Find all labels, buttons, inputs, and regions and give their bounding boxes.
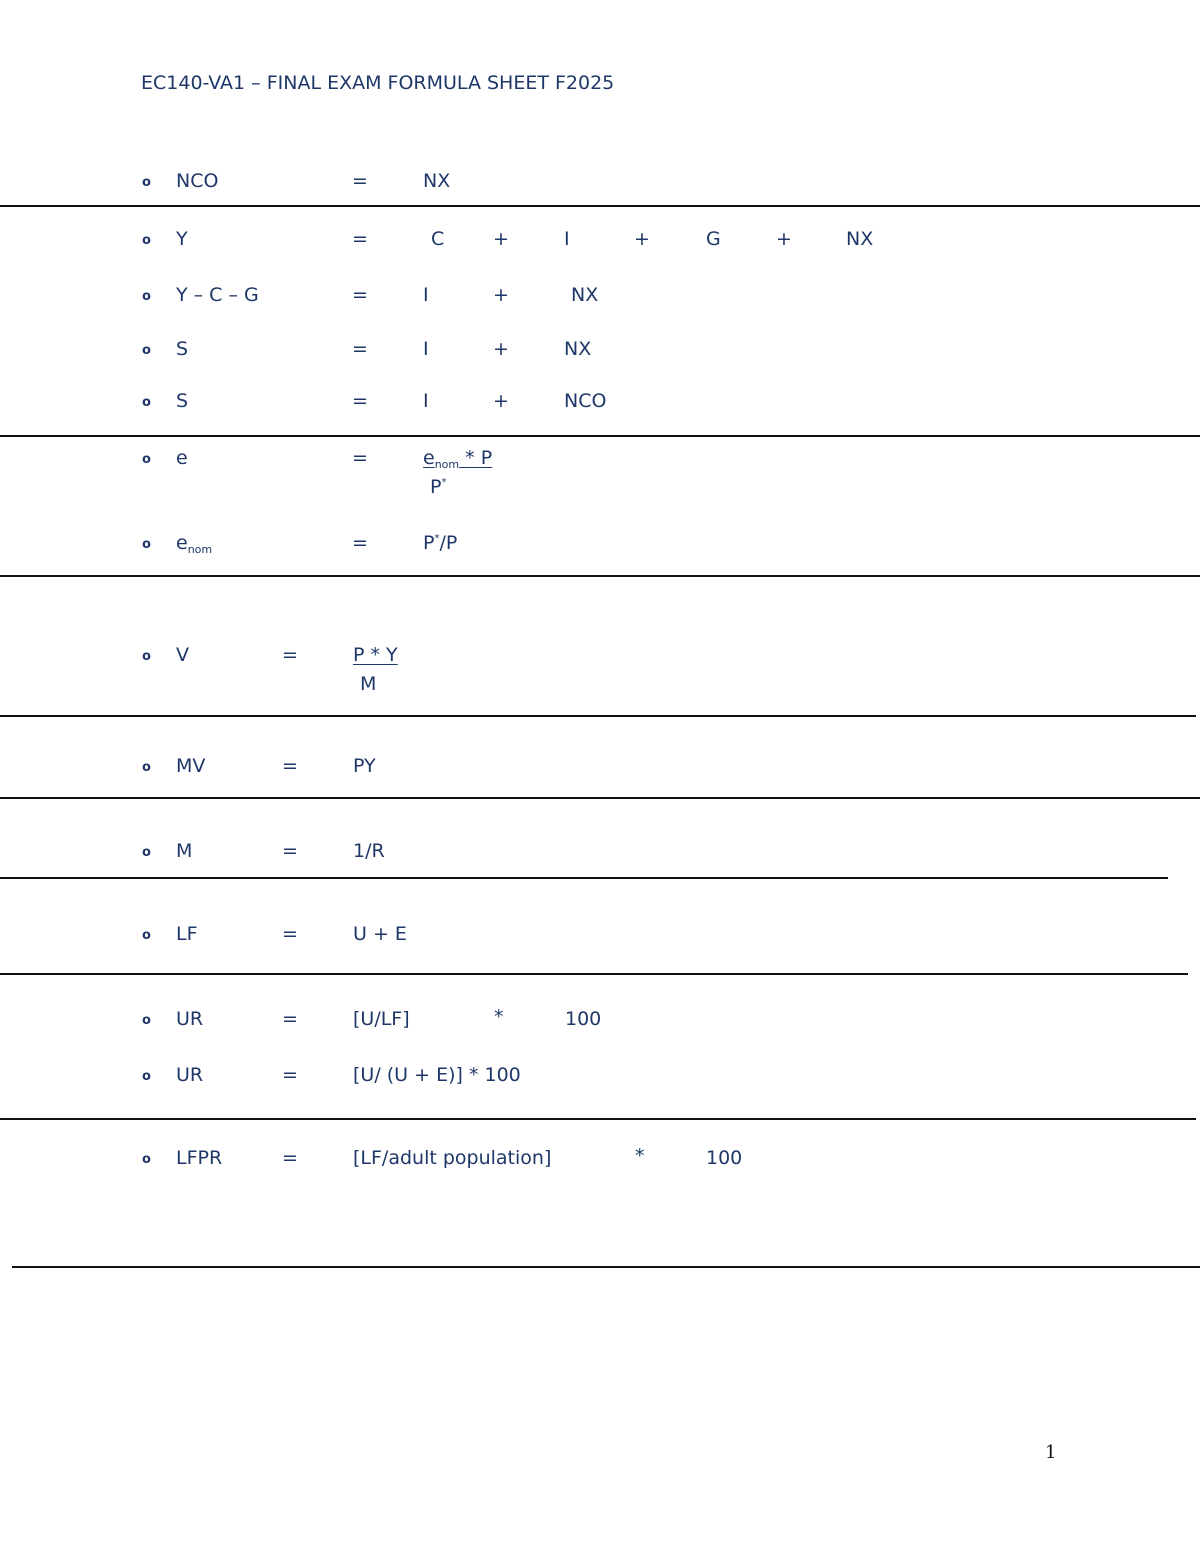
equals-sign: = <box>352 338 368 360</box>
bullet: o <box>142 175 151 190</box>
divider <box>0 205 1200 207</box>
plus-sign: + <box>776 228 792 250</box>
formula-lhs-s: S <box>176 390 189 412</box>
bullet: o <box>142 537 151 552</box>
plus-sign: + <box>634 228 650 250</box>
equals-sign: = <box>282 923 298 945</box>
formula-lhs-ur: UR <box>176 1008 204 1030</box>
bullet: o <box>142 1152 151 1167</box>
term-nco: NCO <box>564 390 607 412</box>
multiply-sign: * <box>635 1145 645 1167</box>
term-i: I <box>423 284 429 306</box>
plus-sign: + <box>493 284 509 306</box>
term-c: C <box>431 228 445 250</box>
fraction-denominator: M <box>360 673 377 695</box>
term-nx: NX <box>846 228 874 250</box>
formula-rhs-enom: P*/P <box>423 532 458 554</box>
term-i: I <box>423 390 429 412</box>
divider <box>0 973 1188 975</box>
formula-lhs-y: Y <box>176 228 188 250</box>
formula-rhs-py: PY <box>353 755 376 777</box>
equals-sign: = <box>352 447 368 469</box>
term-i: I <box>564 228 570 250</box>
bullet: o <box>142 1069 151 1084</box>
fraction-denominator: P* <box>430 476 447 498</box>
multiply-sign: * <box>494 1006 504 1028</box>
equals-sign: = <box>282 840 298 862</box>
formula-lhs-e: e <box>176 447 188 469</box>
divider <box>0 877 1168 879</box>
bullet: o <box>142 928 151 943</box>
divider <box>0 435 1200 437</box>
term-i: I <box>423 338 429 360</box>
term-nx: NX <box>571 284 599 306</box>
formula-rhs-ue: U + E <box>353 923 407 945</box>
equals-sign: = <box>282 1008 298 1030</box>
divider <box>0 575 1200 577</box>
page-number: 1 <box>1045 1442 1057 1463</box>
bullet: o <box>142 343 151 358</box>
formula-rhs-1r: 1/R <box>353 840 385 862</box>
equals-sign: = <box>352 228 368 250</box>
plus-sign: + <box>493 390 509 412</box>
divider <box>0 1118 1196 1120</box>
formula-lhs-s: S <box>176 338 189 360</box>
divider <box>12 1266 1200 1268</box>
bullet: o <box>142 233 151 248</box>
equals-sign: = <box>282 1147 298 1169</box>
equals-sign: = <box>352 390 368 412</box>
bullet: o <box>142 845 151 860</box>
plus-sign: + <box>493 338 509 360</box>
formula-lhs-ycg: Y – C – G <box>176 284 259 306</box>
formula-lhs-mv: MV <box>176 755 206 777</box>
bullet: o <box>142 649 151 664</box>
formula-lhs-v: V <box>176 644 189 666</box>
fraction-numerator: $e_{nom}$ * P <box>423 447 493 471</box>
formula-rhs-nx: NX <box>423 170 451 192</box>
formula-rhs-ulf: [U/LF] <box>353 1008 410 1030</box>
term-g: G <box>706 228 721 250</box>
formula-lhs-m: M <box>176 840 193 862</box>
divider <box>0 715 1196 717</box>
term-100: 100 <box>706 1147 743 1169</box>
equals-sign: = <box>352 284 368 306</box>
equals-sign: = <box>352 170 368 192</box>
equals-sign: = <box>282 755 298 777</box>
formula-lhs-lfpr: LFPR <box>176 1147 223 1169</box>
formula-lhs-nco: NCO <box>176 170 219 192</box>
page-title: EC140-VA1 – FINAL EXAM FORMULA SHEET F2025 <box>141 72 615 94</box>
term-100: 100 <box>565 1008 602 1030</box>
equals-sign: = <box>352 532 368 554</box>
formula-lhs-ur: UR <box>176 1064 204 1086</box>
bullet: o <box>142 452 151 467</box>
bullet: o <box>142 760 151 775</box>
bullet: o <box>142 395 151 410</box>
divider <box>0 797 1200 799</box>
bullet: o <box>142 1013 151 1028</box>
formula-lhs-enom: $e_{nom}$ <box>176 532 213 556</box>
fraction-numerator: P * Y <box>353 644 398 666</box>
bullet: o <box>142 289 151 304</box>
formula-rhs-uue: [U/ (U + E)] * 100 <box>353 1064 521 1086</box>
formula-rhs-lf-adult: [LF/adult population] <box>353 1147 552 1169</box>
equals-sign: = <box>282 1064 298 1086</box>
equals-sign: = <box>282 644 298 666</box>
plus-sign: + <box>493 228 509 250</box>
formula-lhs-lf: LF <box>176 923 198 945</box>
term-nx: NX <box>564 338 592 360</box>
